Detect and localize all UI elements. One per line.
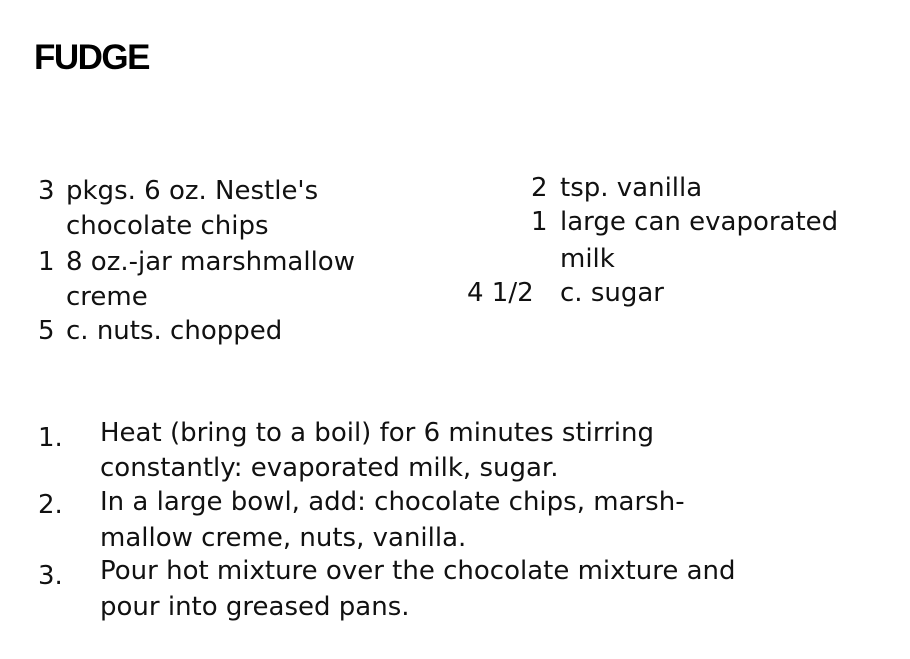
step-text: Pour hot mixture over the chocolate mixture and — [100, 556, 736, 586]
step-number: 3. — [38, 561, 63, 591]
recipe-title: FUDGE — [34, 38, 149, 77]
ingredient-text: large can evaporated — [560, 207, 839, 237]
ingredient-text: tsp. vanilla — [560, 173, 703, 203]
step-number: 1. — [38, 423, 63, 453]
step-text: In a large bowl, add: chocolate chips, marsh- — [100, 487, 685, 517]
ingredient-text: creme — [66, 282, 148, 312]
ingredient-text: c. sugar — [560, 278, 664, 308]
ingredient-qty: 5 — [38, 316, 55, 346]
step-text: constantly: evaporated milk, sugar. — [100, 453, 559, 483]
step-number: 2. — [38, 490, 63, 520]
ingredient-text: 8 oz.-jar marshmallow — [66, 247, 355, 277]
ingredient-text: pkgs. 6 oz. Nestle's — [66, 176, 319, 206]
ingredient-text: chocolate chips — [66, 211, 269, 241]
ingredient-qty: 1 — [38, 247, 55, 277]
ingredient-qty: 4 1/2 — [467, 278, 534, 308]
ingredient-qty: 1 — [531, 207, 548, 237]
ingredient-text: c. nuts. chopped — [66, 316, 283, 346]
ingredient-qty: 2 — [531, 173, 548, 203]
step-text: Heat (bring to a boil) for 6 minutes stirring — [100, 418, 654, 448]
step-text: mallow creme, nuts, vanilla. — [100, 523, 467, 553]
step-text: pour into greased pans. — [100, 592, 410, 622]
ingredient-text: milk — [560, 244, 615, 274]
ingredient-qty: 3 — [38, 176, 55, 206]
